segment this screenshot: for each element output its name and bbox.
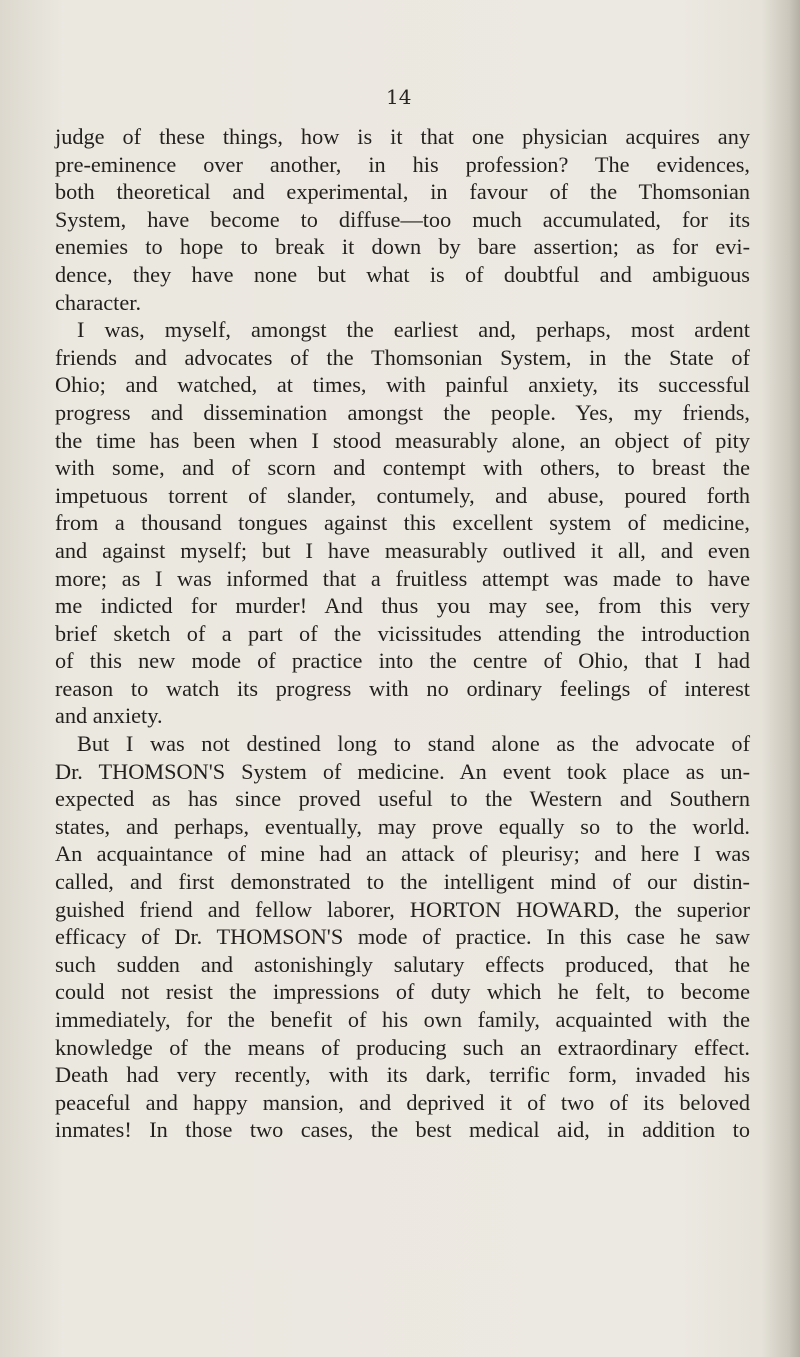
text-line: could not resist the impressions of duty which he felt, to become [55, 979, 750, 1005]
text-line: and anxiety. [55, 703, 163, 729]
text-line: states, and perhaps, eventually, may prove equally so to the world. [55, 813, 750, 839]
text-line: knowledge of the means of producing such an extraordinary effect. [55, 1034, 750, 1060]
text-line: immediately, for the benefit of his own family, acquainted with the [55, 1007, 750, 1032]
text-line: of this new mode of practice into the centre of Ohio, that I had [55, 648, 750, 674]
text-line: from a thousand tongues against this excellent system of medicine, [55, 510, 750, 536]
text-line: expected as has since proved useful to the Western and Southern [55, 786, 750, 812]
text-line: Ohio; and watched, at times, with painful anxiety, its successful [55, 372, 750, 398]
text-line: the time has been when I stood measurably alone, an object of pity [55, 427, 750, 453]
text-line: reason to watch its progress with no ordinary feelings of interest [55, 675, 750, 701]
text-line: with some, and of scorn and contempt with others, to breast the [55, 455, 750, 481]
text-line: character. [55, 289, 142, 315]
text-line: friends and advocates of the Thomsonian System, in the State of [55, 344, 750, 370]
text-line: progress and dissemination amongst the people. Yes, my friends, [55, 399, 750, 425]
text-line: enemies to hope to break it down by bare assertion; as for evi- [55, 234, 750, 260]
text-line: peaceful and happy mansion, and deprived it of two of its beloved [55, 1089, 750, 1115]
page-edge-shadow [762, 0, 800, 1357]
body-text [55, 123, 750, 1144]
text-line: dence, they have none but what is of doubtful and ambiguous [55, 261, 750, 287]
paragraph-start-line: I was, myself, amongst the earliest and, perhaps, most ardent [77, 317, 750, 343]
text-line: inmates! In those two cases, the best medical aid, in addition to [55, 1117, 750, 1143]
text-line: Dr. THOMSON'S System of medicine. An event took place as un- [55, 758, 750, 784]
text-line: pre-eminence over another, in his profession? The evidences, [55, 151, 750, 177]
text-line: An acquaintance of mine had an attack of pleurisy; and here I was [55, 841, 750, 867]
text-line: called, and first demonstrated to the intelligent mind of our distin- [55, 869, 750, 895]
text-line: both theoretical and experimental, in favour of the Thomsonian [55, 179, 750, 205]
text-line: judge of these things, how is it that one physician acquires any [55, 124, 750, 149]
text-line: such sudden and astonishingly salutary effects produced, that he [55, 951, 750, 977]
text-line: System, have become to diffuse—too much accumulated, for its [55, 206, 750, 232]
text-line: impetuous torrent of slander, contumely, and abuse, poured forth [55, 482, 750, 508]
text-line: me indicted for murder! And thus you may see, from this very [55, 593, 750, 619]
text-line: guished friend and fellow laborer, HORTON HOWARD, the superior [55, 896, 750, 922]
paragraph-start-line: But I was not destined long to stand alone as the advocate of [77, 731, 750, 757]
text-line: efficacy of Dr. THOMSON'S mode of practice. In this case he saw [55, 924, 750, 950]
page-number: 14 [386, 85, 412, 109]
text-line: Death had very recently, with its dark, terrific form, invaded his [55, 1062, 750, 1088]
text-line: brief sketch of a part of the vicissitudes attending the introduction [55, 620, 750, 646]
text-line: more; as I was informed that a fruitless attempt was made to have [55, 565, 750, 591]
text-line: and against myself; but I have measurably outlived it all, and even [55, 537, 750, 563]
